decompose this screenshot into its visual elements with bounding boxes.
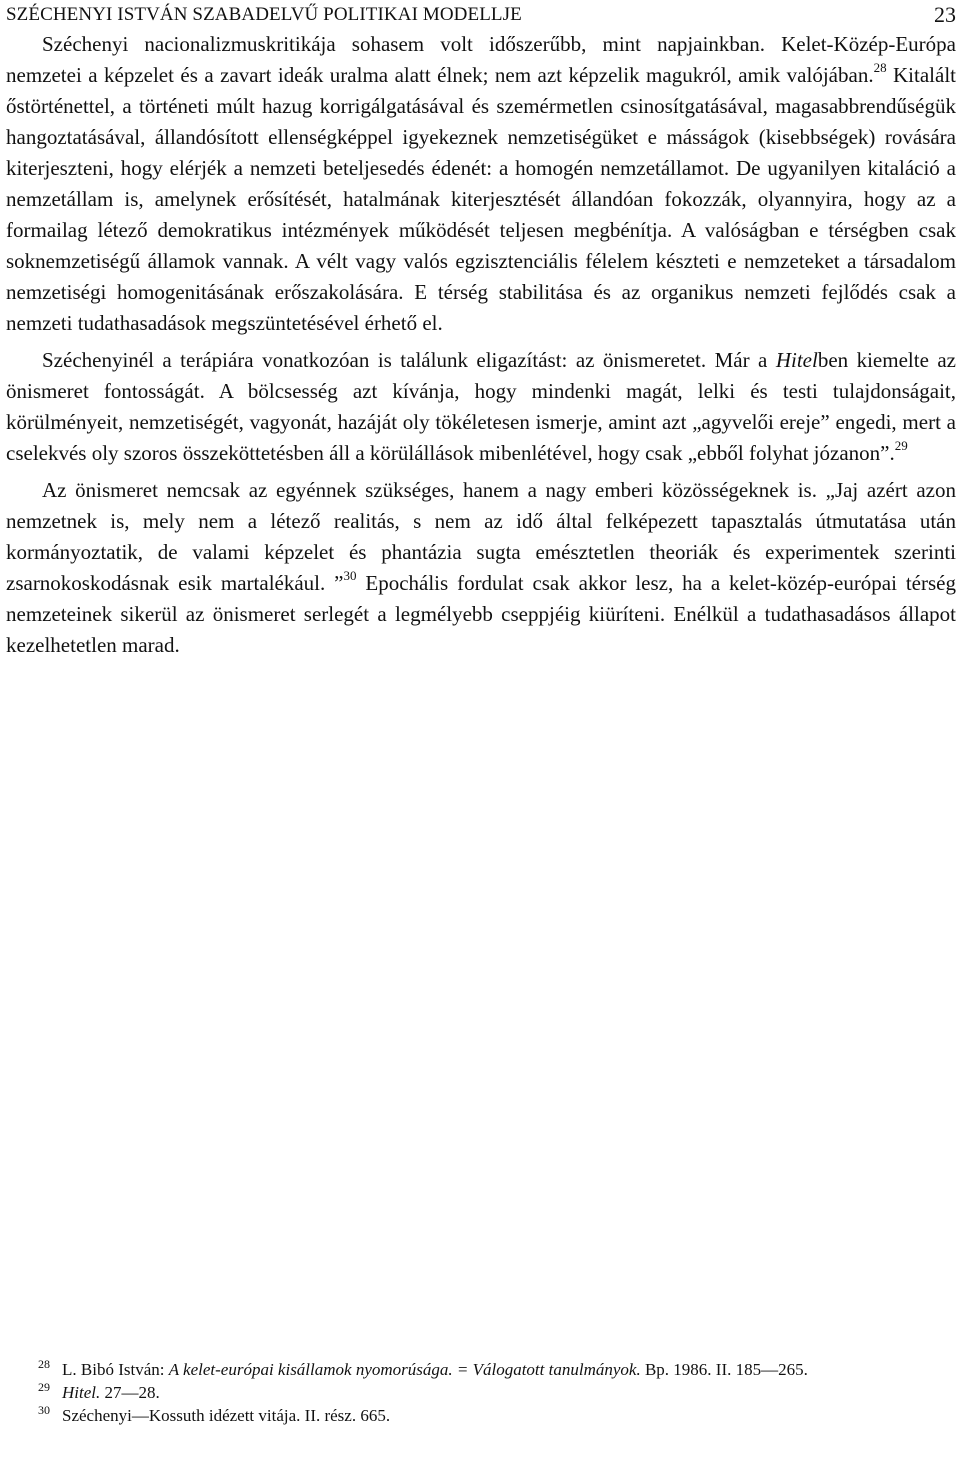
document-page	[6, 0, 956, 1458]
footnote-ref-29[interactable]: 29	[894, 438, 908, 453]
footnote-30-text: Széchenyi—Kossuth idézett vitája. II. rész. 665.	[62, 1406, 391, 1425]
paragraph-2-text-b: ben kiemelte az önismeret fontosságát. A bölcsesség azt kívánja, hogy mindenki magát, lelki és testi tulajdonságait, körülményeit, nemzetiségét, vagyonát, hazáját oly tökéletesen ismerje, amint azt „agyvelői ereje” engedi, mert a cselekvés oly szoros összeköttetésben áll a körülállások mibenlétével, hogy csak „ebből folyhat józanon”.	[6, 348, 956, 465]
paragraph-2-text-a: Széchenyinél a terápiára vonatkozóan is találunk eligazítást: az önismeretet. Már a	[42, 348, 776, 372]
paragraph-2	[6, 345, 956, 469]
footnote-ref-30[interactable]: 30	[343, 568, 357, 583]
footnote-ref-28[interactable]: 28	[873, 60, 887, 75]
footnote-29-text: 27—28.	[100, 1383, 160, 1402]
page-number: 23	[934, 2, 956, 27]
paragraph-1	[6, 29, 956, 339]
footnote-30	[6, 1404, 956, 1427]
running-title: SZÉCHENYI ISTVÁN SZABADELVŰ POLITIKAI MODELLJE	[6, 4, 522, 25]
body-text	[6, 29, 956, 661]
footnote-28-text-b: Bp. 1986. II. 185—265.	[640, 1360, 808, 1379]
footnote-30-number: 30	[38, 1403, 50, 1418]
footnote-29-number: 29	[38, 1380, 50, 1395]
paragraph-1-text-a: Széchenyi nacionalizmuskritikája sohasem volt időszerűbb, mint napjainkban. Kelet-Közép-Európa nemzetei a képzelet és a zavart ideák uralma alatt élnek; nem azt képzelik magukról, amik valójában.	[6, 32, 956, 87]
footnote-28-number: 28	[38, 1357, 50, 1372]
footnote-29	[6, 1381, 956, 1404]
running-header	[6, 2, 956, 28]
footnote-28-italic: A kelet-európai kisállamok nyomorúsága. = Válogatott tanulmányok.	[168, 1360, 641, 1379]
footnotes-section	[6, 1358, 956, 1427]
paragraph-3-text-a: Az önismeret nemcsak az egyénnek szükséges, hanem a nagy emberi közösségeknek is. „Jaj azért azon nemzetnek is, mely nem a létező realitás, s nem az idő által felképezett tapasztalás útmutatása után kormányoztatik, de valami képzelet és phantázia sugta emésztetlen theoriák és experimentek szerinti zsarnokoskodásnak esik martalékául. ”	[6, 478, 956, 595]
footnote-29-italic: Hitel.	[62, 1383, 101, 1402]
footnote-28-text-a: L. Bibó István:	[62, 1360, 169, 1379]
paragraph-2-italic-title: Hitel	[775, 348, 818, 372]
footnote-28	[6, 1358, 956, 1381]
paragraph-3	[6, 475, 956, 661]
paragraph-3-text-b: Epochális fordulat csak akkor lesz, ha a kelet-közép-európai térség nemzeteinek sikerül az önismeret serlegét a legmélyebb cseppjéig kiüríteni. Enélkül a tudathasadásos állapot kezelhetetlen marad.	[6, 571, 956, 657]
paragraph-1-text-b: Kitalált őstörténettel, a történeti múlt hazug korrigálgatásával és szemérmetlen csinosítgatásával, magasabbrendűségük hangoztatásával, állandósított ellenségképpel igyekeznek nemzetiségüket e másságok (kisebbségek) rovására kiterjeszteni, hogy elérjék a nemzeti beteljesedés édenét: a homogén nemzetállamot. De ugyanilyen kitaláció a nemzetállam is, amelynek erősítését, hatalmának kiterjesztését állandóan fokozzák, olyannyira, hogy az a formailag létező demokratikus intézmények működését teljesen megbénítja. A valóságban e térségben csak soknemzetiségű államok vannak. A vélt vagy valós egzisztenciális félelem készteti e nemzeteket a társadalom nemzetiségi homogenitásának erőszakolására. E térség stabilitása és az organikus nemzeti fejlődés csak a nemzeti tudathasadások megszüntetésével érhető el.	[6, 63, 956, 335]
